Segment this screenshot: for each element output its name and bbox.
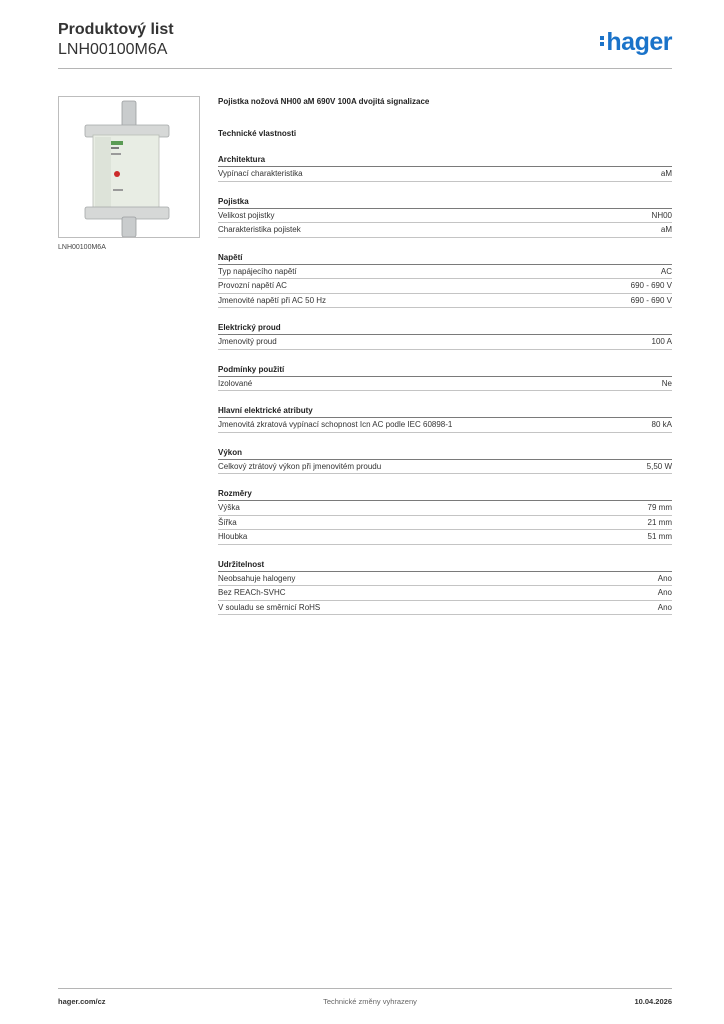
fuse-icon [59,97,199,237]
spec-row [218,530,672,545]
spec-label: Velikost pojistky [218,210,275,220]
footer-date: 10.04.2026 [634,997,672,1006]
spec-row [218,501,672,516]
page-footer [58,997,672,1006]
spec-row [218,418,672,433]
tech-heading: Technické vlastnosti [218,129,297,138]
section-title: Rozměry [218,487,672,501]
spec-section [218,404,672,433]
spec-row [218,335,672,350]
page-header [58,20,174,60]
product-image [58,96,200,238]
spec-value: Ano [657,573,672,583]
section-title: Architektura [218,153,672,167]
section-title: Podmínky použití [218,363,672,377]
logo-dots-icon [600,34,604,48]
spec-label: Typ napájecího napětí [218,266,297,276]
spec-label: Jmenovité napětí při AC 50 Hz [218,295,327,305]
section-title: Výkon [218,446,672,460]
logo-text: hager [606,28,672,56]
spec-value: Ano [657,602,672,612]
spec-value: aM [660,169,672,178]
section-title: Pojistka [218,195,672,209]
spec-label: Hloubka [218,532,248,541]
header-divider [58,68,672,69]
section-title: Hlavní elektrické atributy [218,404,672,418]
spec-label: Celkový ztrátový výkon při jmenovitém proudu [218,461,382,471]
spec-row [218,377,672,392]
spec-section [218,153,672,182]
image-caption: LNH00100M6A [58,244,106,251]
spec-content [218,96,672,628]
section-title: Napětí [218,251,672,265]
product-code: LNH00100M6A [58,41,168,58]
spec-label: Charakteristika pojistek [218,225,301,234]
spec-label: Provozní napětí AC [218,281,287,290]
spec-row [218,460,672,475]
spec-section [218,558,672,616]
spec-value: 21 mm [647,517,672,527]
spec-row [218,209,672,224]
spec-row [218,167,672,182]
spec-section [218,446,672,475]
spec-label: Neobsahuje halogeny [218,573,296,583]
spec-value: 100 A [651,337,672,346]
spec-label: Vypínací charakteristika [218,169,303,178]
spec-section [218,487,672,545]
spec-sections [218,153,672,615]
spec-label: Izolované [218,378,253,388]
spec-row [218,223,672,238]
spec-row [218,516,672,531]
spec-row [218,265,672,280]
spec-row [218,601,672,616]
spec-value: NH00 [651,210,672,220]
spec-section [218,195,672,238]
spec-label: Šířka [218,517,237,527]
spec-label: Výška [218,503,240,512]
spec-value: Ne [661,378,672,388]
section-title: Elektrický proud [218,321,672,335]
spec-row [218,572,672,587]
footer-website: hager.com/cz [58,997,106,1006]
spec-section [218,363,672,392]
spec-section [218,321,672,350]
footer-notice: Technické změny vyhrazeny [323,997,417,1006]
spec-value: Ano [657,588,672,597]
footer-divider [58,988,672,989]
spec-label: Jmenovitá zkratová vypínací schopnost Icn AC podle IEC 60898-1 [218,420,453,429]
spec-value: 690 - 690 V [630,281,672,290]
product-name: Pojistka nožová NH00 aM 690V 100A dvojitá signalizace [218,97,430,106]
spec-value: 79 mm [647,503,672,512]
spec-value: AC [660,266,672,276]
spec-label: V souladu se směrnicí RoHS [218,602,321,612]
spec-row [218,279,672,294]
hager-logo [600,28,672,56]
spec-value: 5,50 W [646,461,672,471]
document-title: Produktový list [58,21,174,38]
spec-value: 80 kA [651,420,672,429]
section-title: Udržitelnost [218,558,672,572]
spec-label: Jmenovitý proud [218,337,277,346]
spec-value: 51 mm [647,532,672,541]
spec-value: 690 - 690 V [630,295,672,305]
spec-label: Bez REACh-SVHC [218,588,286,597]
spec-row [218,586,672,601]
spec-row [218,294,672,309]
spec-section [218,251,672,309]
spec-value: aM [660,225,672,234]
